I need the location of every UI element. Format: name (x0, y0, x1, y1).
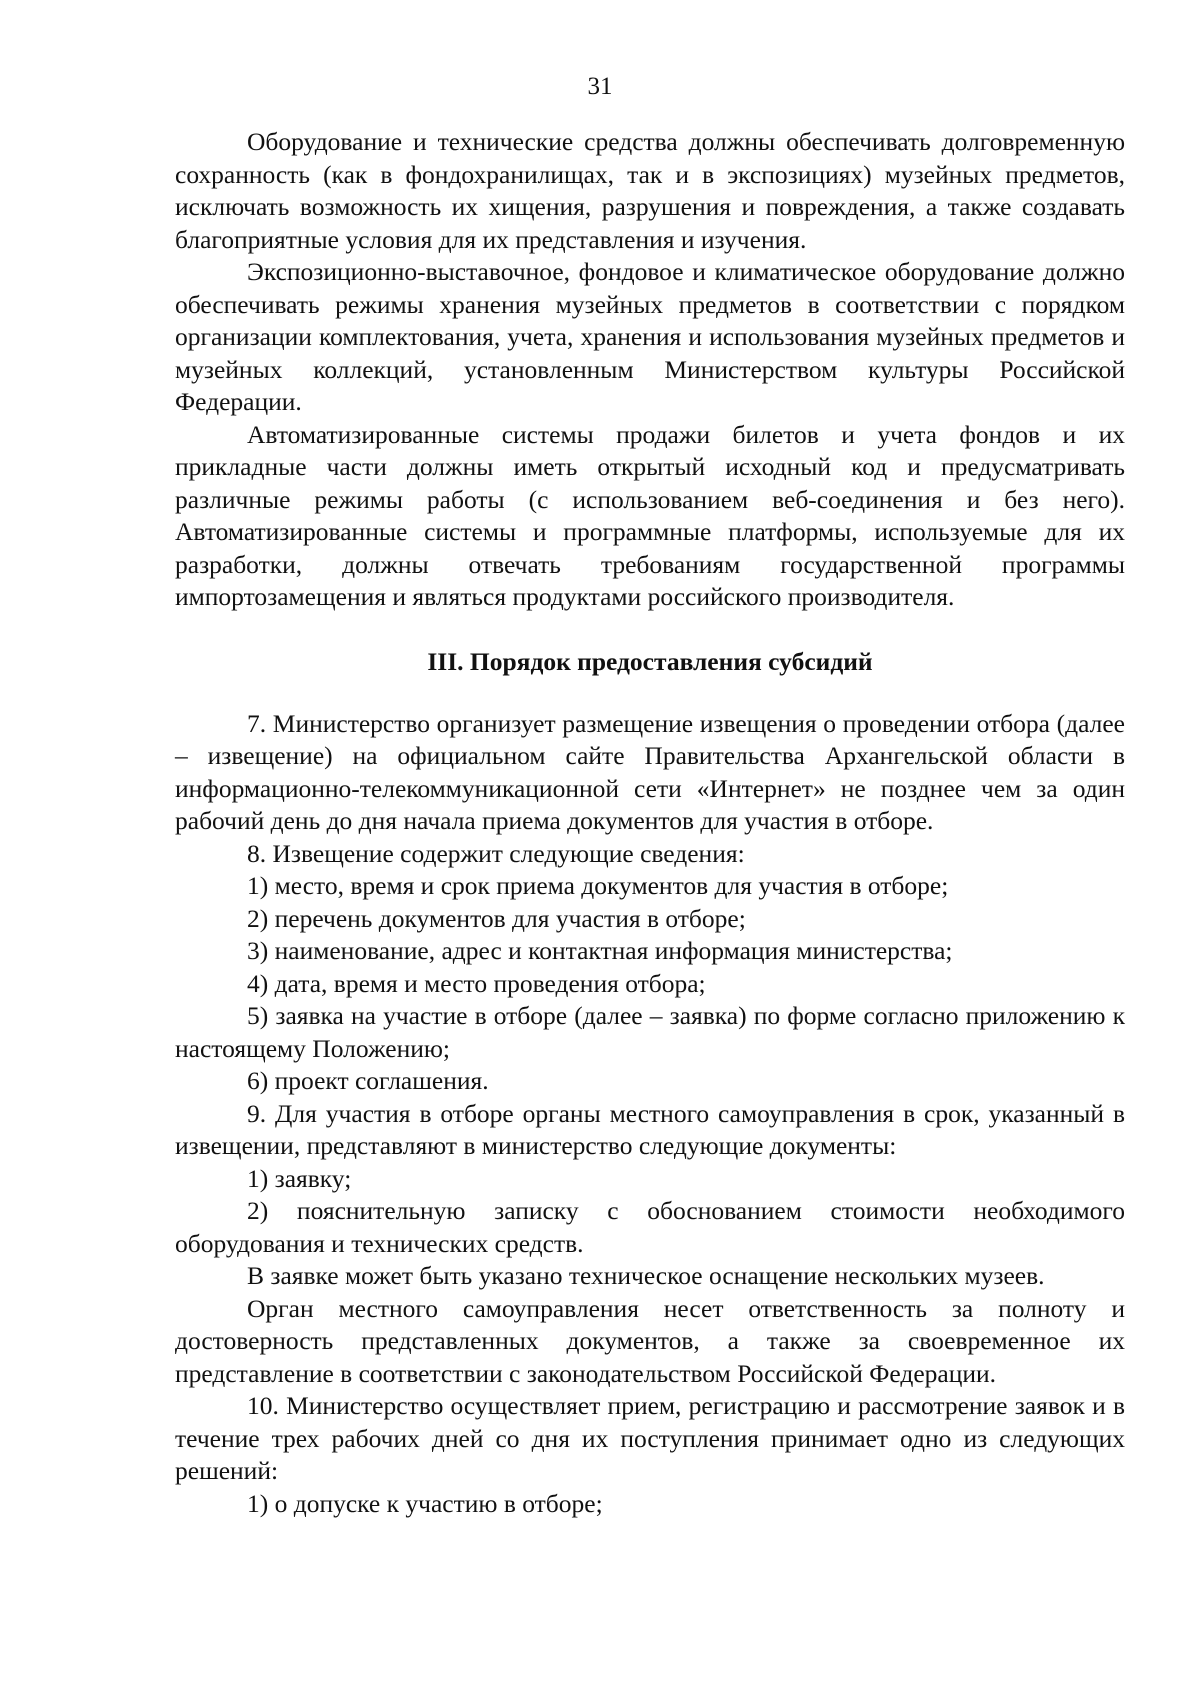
paragraph: В заявке может быть указано техническое оснащение нескольких музеев. (247, 1261, 1045, 1290)
paragraph: 8. Извещение содержит следующие сведения: (247, 838, 745, 868)
paragraph: Автоматизированные системы продажи билетов и учета фондов и их прикладные части должны иметь открытый исходный код и предусматривать различные режимы работы (с использованием веб-соединения и без него). Автоматизированные системы и программные платформы, используемые для их разработки, должны отвечать требованиям государственной программы импортозамещения и являться продуктами российского производителя. (175, 419, 1125, 611)
list-item: 4) дата, время и место проведения отбора; (247, 968, 706, 998)
section-heading: III. Порядок предоставления субсидий (427, 646, 873, 676)
paragraph: Экспозиционно-выставочное, фондовое и климатическое оборудование должно обеспечивать режимы хранения музейных предметов в соответствии с порядком организации комплектования, учета, хранения и использования музейных предметов и музейных коллекций, установленным Министерством культуры Российской Федерации. (175, 257, 1125, 416)
list-item: 1) о допуске к участию в отборе; (247, 1488, 603, 1518)
paragraph: 7. Министерство организует размещение извещения о проведении отбора (далее – извещение) на официальном сайте Правительства Архангельской области в информационно-телекоммуникационной сети «Интернет» не позднее чем за один рабочий день до дня начала приема документов для участия в отборе. (175, 708, 1125, 835)
list-item: 1) место, время и срок приема документов для участия в отборе; (247, 871, 949, 900)
list-item: 2) перечень документов для участия в отборе; (247, 903, 746, 933)
document-body (175, 126, 1125, 1520)
list-item: 3) наименование, адрес и контактная информация министерства; (247, 936, 953, 965)
list-item: 2) пояснительную записку с обоснованием стоимости необходимого оборудования и технических средств. (175, 1196, 1125, 1258)
paragraph: Орган местного самоуправления несет ответственность за полноту и достоверность представленных документов, а также за своевременное их представление в соответствии с законодательством Российской Федерации. (175, 1293, 1125, 1388)
paragraph: 9. Для участия в отборе органы местного самоуправления в срок, указанный в извещении, представляют в министерство следующие документы: (175, 1098, 1125, 1160)
list-item: 1) заявку; (247, 1163, 352, 1193)
list-item: 5) заявка на участие в отборе (далее – заявка) по форме согласно приложению к настоящему Положению; (175, 1001, 1125, 1063)
paragraph: Оборудование и технические средства должны обеспечивать долговременную сохранность (как в фондохранилищах, так и в экспозициях) музейных предметов, исключать возможность их хищения, разрушения и повреждения, а также создавать благоприятные условия для их представления и изучения. (175, 127, 1125, 254)
paragraph: 10. Министерство осуществляет прием, регистрацию и рассмотрение заявок и в течение трех рабочих дней со дня их поступления принимает одно из следующих решений: (175, 1391, 1125, 1485)
list-item: 6) проект соглашения. (247, 1066, 489, 1095)
page-number: 31 (587, 73, 613, 100)
